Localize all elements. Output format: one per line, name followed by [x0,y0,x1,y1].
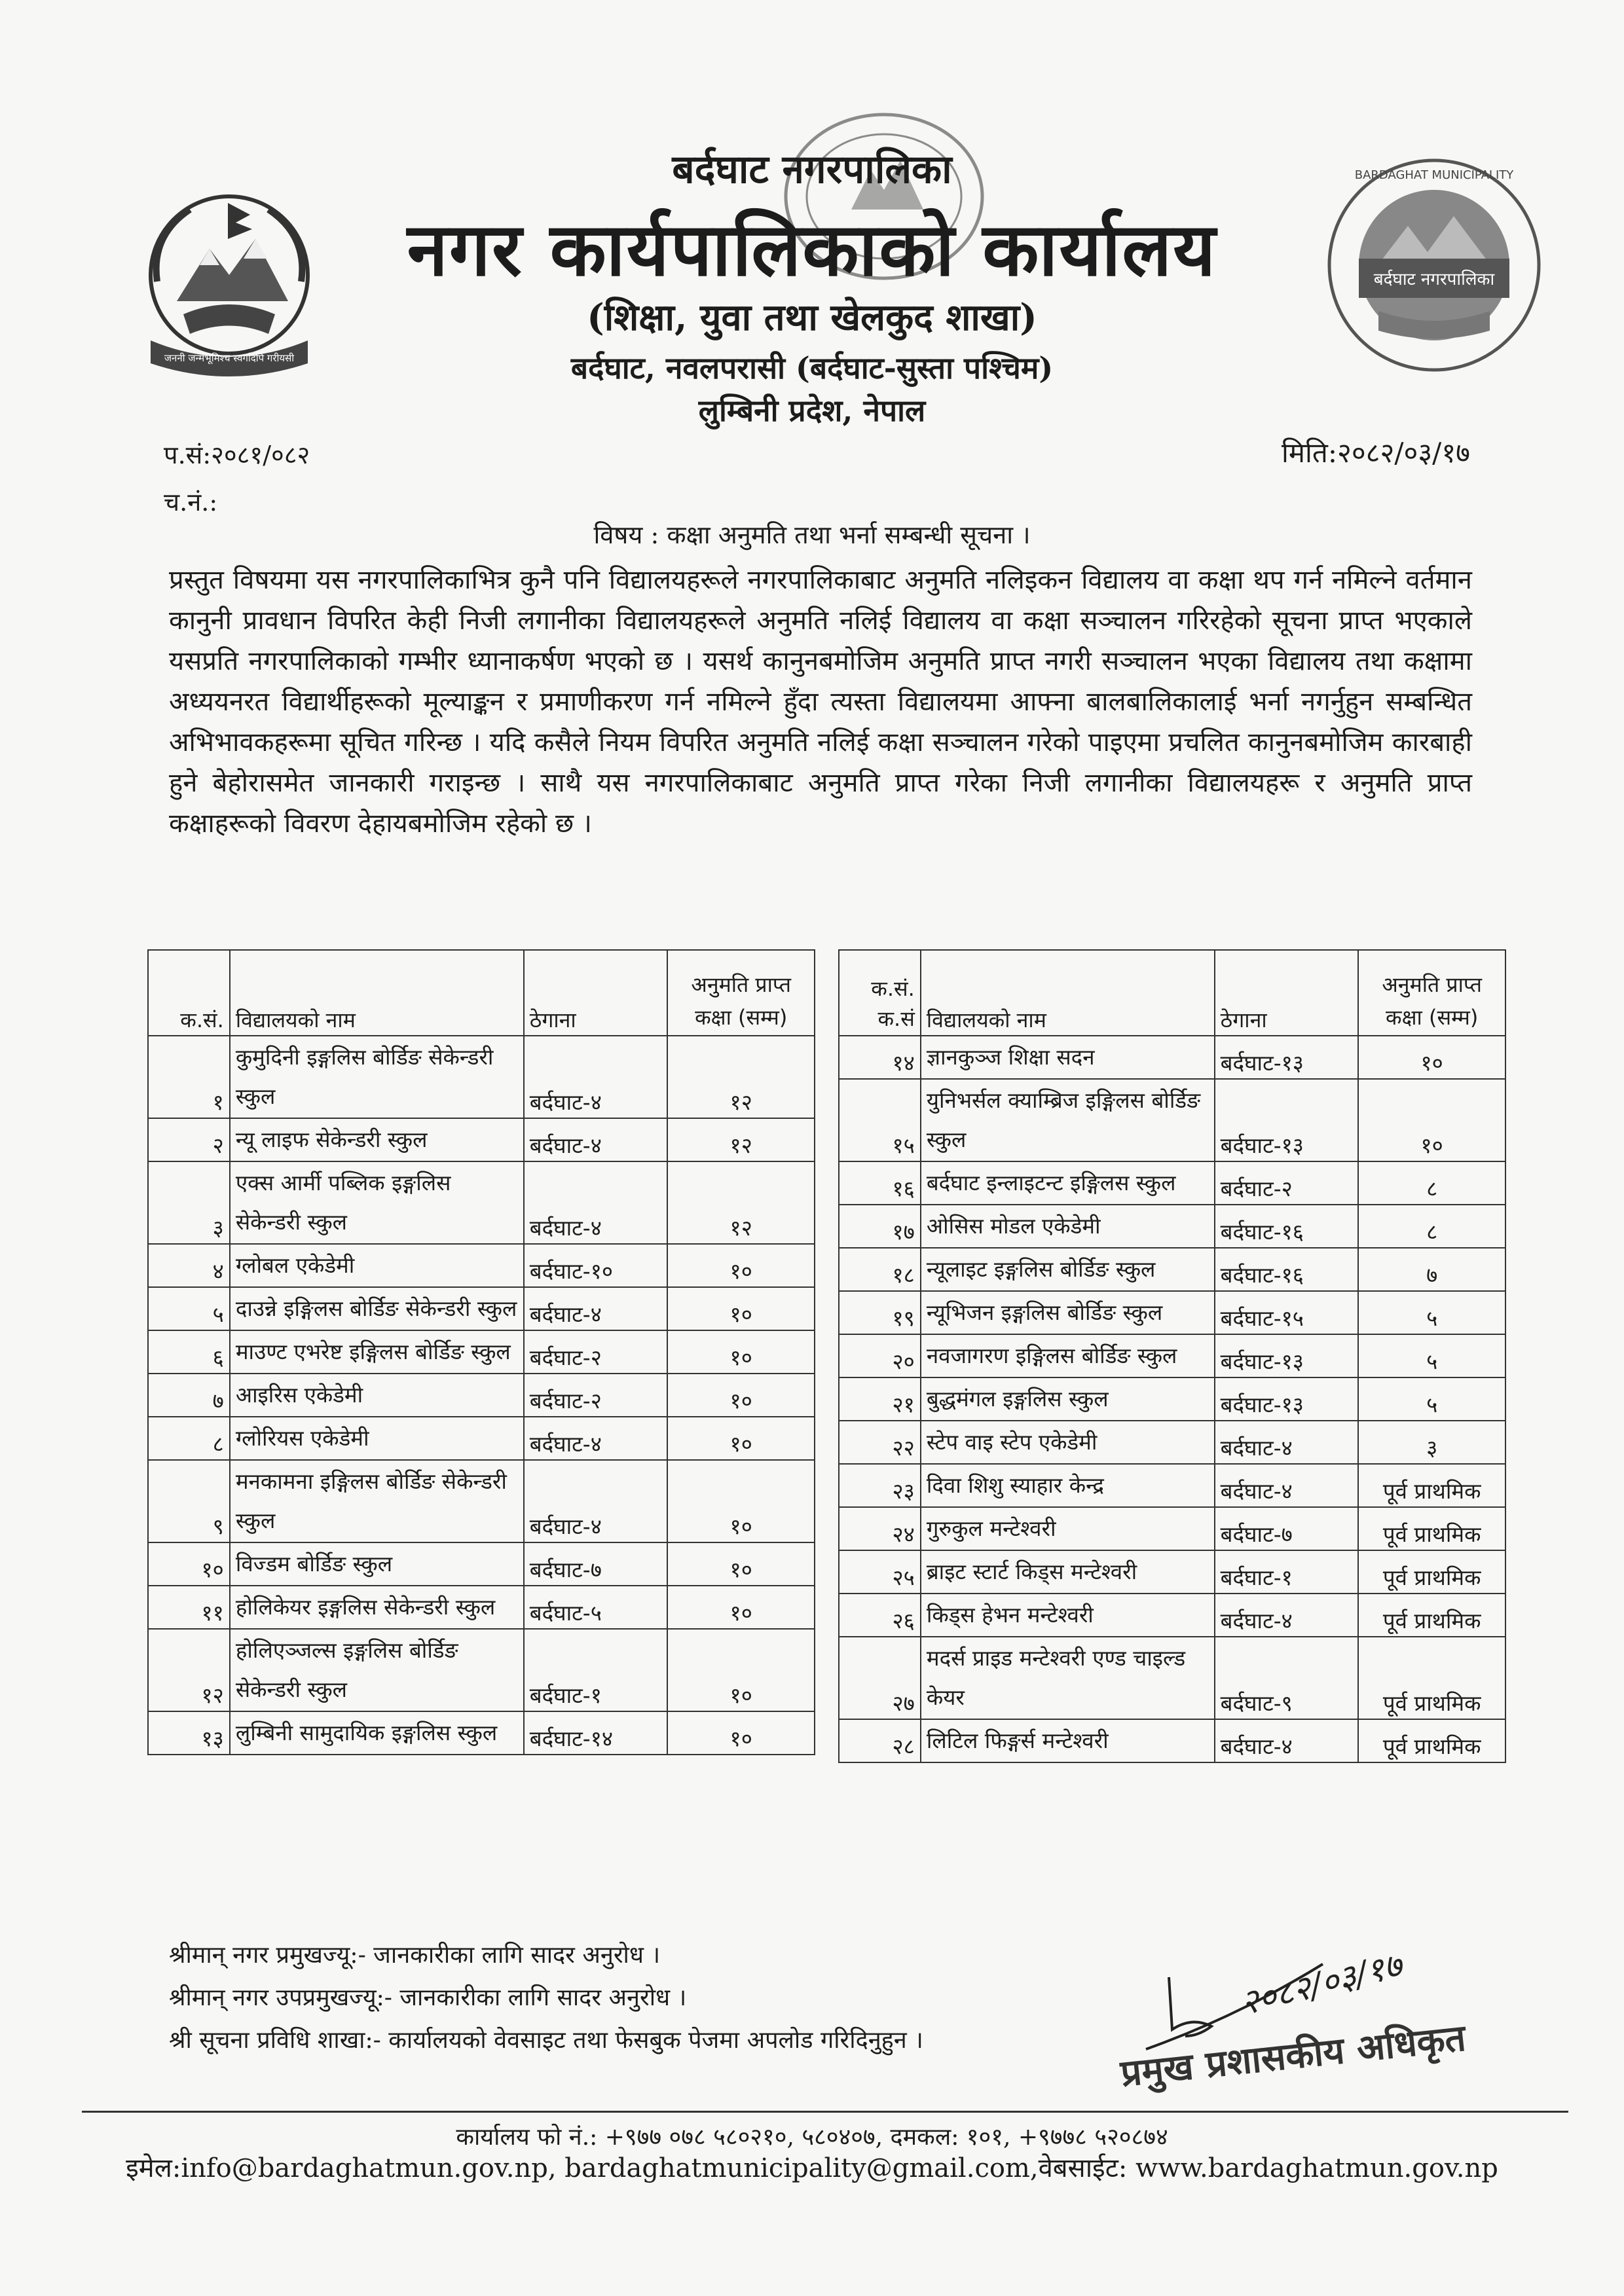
table-row [839,1036,1505,1079]
table-row [148,1460,815,1542]
row-address: बर्दघाट-५ [524,1586,668,1629]
row-school-name: ब्राइट स्टार्ट किड्स मन्टेश्वरी [921,1550,1215,1594]
row-grade: १० [667,1629,815,1711]
row-address: बर्दघाट-४ [1215,1719,1359,1762]
row-sn: २६ [839,1594,921,1637]
row-sn: २१ [839,1377,921,1421]
row-sn: २४ [839,1507,921,1550]
table-row [839,1594,1505,1637]
row-address: बर्दघाट-४ [524,1118,668,1161]
row-grade: पूर्व प्राथमिक [1358,1719,1505,1762]
row-sn: ४ [148,1244,230,1287]
row-address: बर्दघाट-४ [1215,1421,1359,1464]
table-row [148,1711,815,1755]
row-address: बर्दघाट-१ [524,1629,668,1711]
footer-divider [82,2111,1568,2113]
row-school-name: बर्दघाट इन्लाइटन्ट इङ्गिलस स्कुल [921,1161,1215,1205]
row-sn: ३ [148,1161,230,1244]
cc-it-section: श्री सूचना प्रविधि शाखा:- कार्यालयको वेवसाइट तथा फेसबुक पेजमा अपलोड गरिदिनुहुन । [169,2027,923,2054]
row-address: बर्दघाट-४ [1215,1594,1359,1637]
row-grade: पूर्व प्राथमिक [1358,1507,1505,1550]
row-address: बर्दघाट-४ [524,1161,668,1244]
letter-body: प्रस्तुत विषयमा यस नगरपालिकाभित्र कुनै पनि विद्यालयहरूले नगरपालिकाबाट अनुमति नलिइकन विद्यालय वा कक्षा थप गर्न नमिल्ने वर्तमान कानुनी प्रावधान विपरित केही निजी लगानीका विद्यालयहरूले अनुमति नलिई विद्यालय वा कक्षा सञ्चालन गरिरहेको सूचना प्राप्त भएकाले यसप्रति नगरपालिकाको गम्भीर ध्यानाकर्षण भएको छ । यसर्थ कानुनबमोजिम अनुमति प्राप्त नगरी सञ्चालन भएका विद्यालय तथा कक्षामा अध्ययनरत विद्यार्थीहरूको मूल्याङ्कन र प्रमाणीकरण गर्न नमिल्ने हुँदा त्यस्ता विद्यालयमा आफ्ना बालबालिकालाई भर्ना नगर्नुहुन सम्बन्धित अभिभावकहरूमा सूचित गरिन्छ । यदि कसैले नियम विपरित अनुमति नलिई कक्षा सञ्चालन गरेको पाइएमा प्रचलित कानुनबमोजिम कारबाही हुने बेहोरासमेत जानकारी गराइन्छ । साथै यस नगरपालिकाबाट अनुमति प्राप्त गरेका निजी लगानीका विद्यालयहरू र अनुमति प्राप्त कक्षाहरूको विवरण देहायबमोजिम रहेको छ । [169,565,1472,839]
row-school-name: लुम्बिनी सामुदायिक इङ्गलिस स्कुल [230,1711,524,1755]
row-address: बर्दघाट-४ [524,1036,668,1118]
row-address: बर्दघाट-१४ [524,1711,668,1755]
row-sn: १४ [839,1036,921,1079]
row-grade: १० [667,1330,815,1374]
table-row [839,1079,1505,1161]
row-grade: १० [667,1460,815,1542]
row-grade: पूर्व प्राथमिक [1358,1594,1505,1637]
row-address: बर्दघाट-४ [1215,1464,1359,1507]
row-grade: १० [667,1542,815,1586]
table-header-row [148,950,815,1036]
table-row [148,1161,815,1244]
row-address: बर्दघाट-४ [524,1417,668,1460]
row-school-name: कुमुदिनी इङ्गलिस बोर्डिङ सेकेन्डरी स्कुल [230,1036,524,1118]
table-row [839,1291,1505,1334]
row-grade: १० [667,1711,815,1755]
row-sn: ९ [148,1460,230,1542]
emblem-left-text: जननी जन्मभूमिश्च स्वर्गादपि गरीयसी [164,352,295,364]
header-sn: क.सं. क.सं [839,950,921,1036]
row-school-name: न्यू लाइफ सेकेन्डरी स्कुल [230,1118,524,1161]
header-address: ठेगाना [1215,950,1359,1036]
row-school-name: नवजागरण इङ्गिलस बोर्डिङ स्कुल [921,1334,1215,1377]
row-school-name: ग्लोबल एकेडेमी [230,1244,524,1287]
row-address: बर्दघाट-२ [1215,1161,1359,1205]
dispatch-number: च.नं.: [164,488,218,517]
row-grade: १० [1358,1079,1505,1161]
row-address: बर्दघाट-७ [524,1542,668,1586]
row-sn: २२ [839,1421,921,1464]
table-row [148,1036,815,1118]
table-row [148,1118,815,1161]
row-grade: १२ [667,1118,815,1161]
row-address: बर्दघाट-४ [524,1460,668,1542]
row-school-name: होलिएञ्जल्स इङ्गलिस बोर्डिङ सेकेन्डरी स्कुल [230,1629,524,1711]
table-row [148,1586,815,1629]
row-grade: ७ [1358,1248,1505,1291]
row-grade: पूर्व प्राथमिक [1358,1637,1505,1719]
row-sn: १० [148,1542,230,1586]
row-school-name: न्यूलाइट इङ्गलिस बोर्डिङ स्कुल [921,1248,1215,1291]
row-sn: ७ [148,1374,230,1417]
row-grade: ५ [1358,1291,1505,1334]
row-address: बर्दघाट-१३ [1215,1334,1359,1377]
row-grade: १२ [667,1161,815,1244]
row-school-name: होलिकेयर इङ्गलिस सेकेन्डरी स्कुल [230,1586,524,1629]
row-sn: १७ [839,1205,921,1248]
row-sn: १५ [839,1079,921,1161]
province: लुम्बिनी प्रदेश, नेपाल [698,393,926,428]
row-school-name: लिटिल फिङ्गर्स मन्टेश्वरी [921,1719,1215,1762]
row-grade: पूर्व प्राथमिक [1358,1464,1505,1507]
school-table-right [838,949,1506,1763]
municipality-name: बर्दघाट नगरपालिका [672,147,952,192]
row-school-name: गुरुकुल मन्टेश्वरी [921,1507,1215,1550]
school-table-left [147,949,815,1755]
row-school-name: माउण्ट एभरेष्ट इङ्गिलस बोर्डिङ स्कुल [230,1330,524,1374]
table-row [148,1629,815,1711]
row-address: बर्दघाट-१० [524,1244,668,1287]
row-address: बर्दघाट-४ [524,1287,668,1330]
letter-subject: विषय : कक्षा अनुमति तथा भर्ना सम्बन्धी सूचना । [593,520,1031,549]
row-school-name: बुद्धमंगल इङ्गलिस स्कुल [921,1377,1215,1421]
row-sn: २ [148,1118,230,1161]
row-grade: ३ [1358,1421,1505,1464]
row-school-name: न्यूभिजन इङ्गलिस बोर्डिङ स्कुल [921,1291,1215,1334]
row-address: बर्दघाट-७ [1215,1507,1359,1550]
table-row [148,1330,815,1374]
row-school-name: दिवा शिशु स्याहार केन्द्र [921,1464,1215,1507]
header-address: ठेगाना [524,950,668,1036]
table-row [148,1244,815,1287]
row-address: बर्दघाट-९ [1215,1637,1359,1719]
row-school-name: मनकामना इङ्गिलस बोर्डिङ सेकेन्डरी स्कुल [230,1460,524,1542]
row-school-name: ग्लोरियस एकेडेमी [230,1417,524,1460]
row-sn: १६ [839,1161,921,1205]
cao-stamp-title: प्रमुख प्रशासकीय अधिकृत [1118,2016,1468,2096]
row-grade: १० [667,1244,815,1287]
table-row [839,1464,1505,1507]
header-permitted-grade: अनुमति प्राप्त कक्षा (सम्म) [667,950,815,1036]
row-sn: २० [839,1334,921,1377]
table-row [839,1637,1505,1719]
cc-deputy-mayor: श्रीमान् नगर उपप्रमुखज्यू:- जानकारीका लागि सादर अनुरोध । [169,1984,687,2011]
header-school-name: विद्यालयको नाम [921,950,1215,1036]
row-school-name: आइरिस एकेडेमी [230,1374,524,1417]
office-name: नगर कार्यपालिकाको कार्यालय [407,207,1217,293]
row-grade: पूर्व प्राथमिक [1358,1550,1505,1594]
row-sn: १९ [839,1291,921,1334]
row-sn: २३ [839,1464,921,1507]
table-row [839,1161,1505,1205]
row-sn: २८ [839,1719,921,1762]
table-row [839,1248,1505,1291]
row-address: बर्दघाट-१ [1215,1550,1359,1594]
emblem-right-center: बर्दघाट नगरपालिका [1373,270,1495,289]
row-grade: ५ [1358,1334,1505,1377]
row-address: बर्दघाट-१३ [1215,1036,1359,1079]
row-address: बर्दघाट-१६ [1215,1248,1359,1291]
office-address: बर्दघाट, नवलपरासी (बर्दघाट-सुस्ता पश्चिम) [570,350,1054,386]
row-sn: १३ [148,1711,230,1755]
row-address: बर्दघाट-२ [524,1374,668,1417]
row-address: बर्दघाट-१६ [1215,1205,1359,1248]
table-header-row [839,950,1505,1036]
table-row [839,1421,1505,1464]
row-grade: १२ [667,1036,815,1118]
row-sn: १ [148,1036,230,1118]
header-permitted-grade: अनुमति प्राप्त कक्षा (सम्म) [1358,950,1505,1036]
row-address: बर्दघाट-१३ [1215,1079,1359,1161]
row-school-name: दाउन्ने इङ्गिलस बोर्डिङ सेकेन्डरी स्कुल [230,1287,524,1330]
row-grade: ८ [1358,1205,1505,1248]
signature-date: २०८२/०३/१७ [1236,1945,1407,2024]
row-address: बर्दघाट-१५ [1215,1291,1359,1334]
row-school-name: मदर्स प्राइड मन्टेश्वरी एण्ड चाइल्ड केयर [921,1637,1215,1719]
row-school-name: स्टेप वाइ स्टेप एकेडेमी [921,1421,1215,1464]
section-name: (शिक्षा, युवा तथा खेलकुद शाखा) [587,296,1037,339]
row-school-name: युनिभर्सल क्याम्ब्रिज इङ्गिलस बोर्डिङ स्कुल [921,1079,1215,1161]
footer-contact: इमेल:info@bardaghatmun.gov.np, bardaghatmunicipality@gmail.com,वेबसाईट: www.bardaghatmun.gov.np [126,2153,1498,2183]
letter-date: मिति:२०८२/०३/१७ [1282,437,1470,469]
row-grade: १० [667,1417,815,1460]
row-grade: १० [667,1586,815,1629]
row-address: बर्दघाट-२ [524,1330,668,1374]
row-sn: २५ [839,1550,921,1594]
table-row [839,1550,1505,1594]
row-grade: १० [1358,1036,1505,1079]
cc-mayor: श्रीमान् नगर प्रमुखज्यू:- जानकारीका लागि सादर अनुरोध । [169,1942,661,1969]
row-sn: १२ [148,1629,230,1711]
row-sn: १८ [839,1248,921,1291]
table-row [839,1507,1505,1550]
row-grade: १० [667,1374,815,1417]
footer-phone: कार्यालय फो नं.: +९७७ ०७८ ५८०२१०, ५८०४०७, दमकल: १०१, +९७७८ ५२०८७४ [456,2124,1168,2151]
row-grade: ८ [1358,1161,1505,1205]
row-sn: ५ [148,1287,230,1330]
row-school-name: किड्स हेभन मन्टेश्वरी [921,1594,1215,1637]
header-school-name: विद्यालयको नाम [230,950,524,1036]
row-grade: १० [667,1287,815,1330]
table-row [148,1542,815,1586]
table-row [839,1205,1505,1248]
row-sn: ८ [148,1417,230,1460]
row-school-name: ओसिस मोडल एकेडेमी [921,1205,1215,1248]
table-row [839,1377,1505,1421]
row-sn: ११ [148,1586,230,1629]
table-row [839,1334,1505,1377]
emblem-right-ring: BARDAGHAT MUNICIPALITY [1354,168,1514,182]
table-row [148,1287,815,1330]
row-sn: २७ [839,1637,921,1719]
row-sn: ६ [148,1330,230,1374]
row-grade: ५ [1358,1377,1505,1421]
row-school-name: एक्स आर्मी पब्लिक इङ्गलिस सेकेन्डरी स्कुल [230,1161,524,1244]
header-sn: क.सं. [148,950,230,1036]
row-address: बर्दघाट-१३ [1215,1377,1359,1421]
table-row [148,1417,815,1460]
table-row [148,1374,815,1417]
row-school-name: ज्ञानकुञ्ज शिक्षा सदन [921,1036,1215,1079]
row-school-name: विज्डम बोर्डिङ स्कुल [230,1542,524,1586]
reference-number: प.सं:२०८१/०८२ [164,441,310,469]
table-row [839,1719,1505,1762]
